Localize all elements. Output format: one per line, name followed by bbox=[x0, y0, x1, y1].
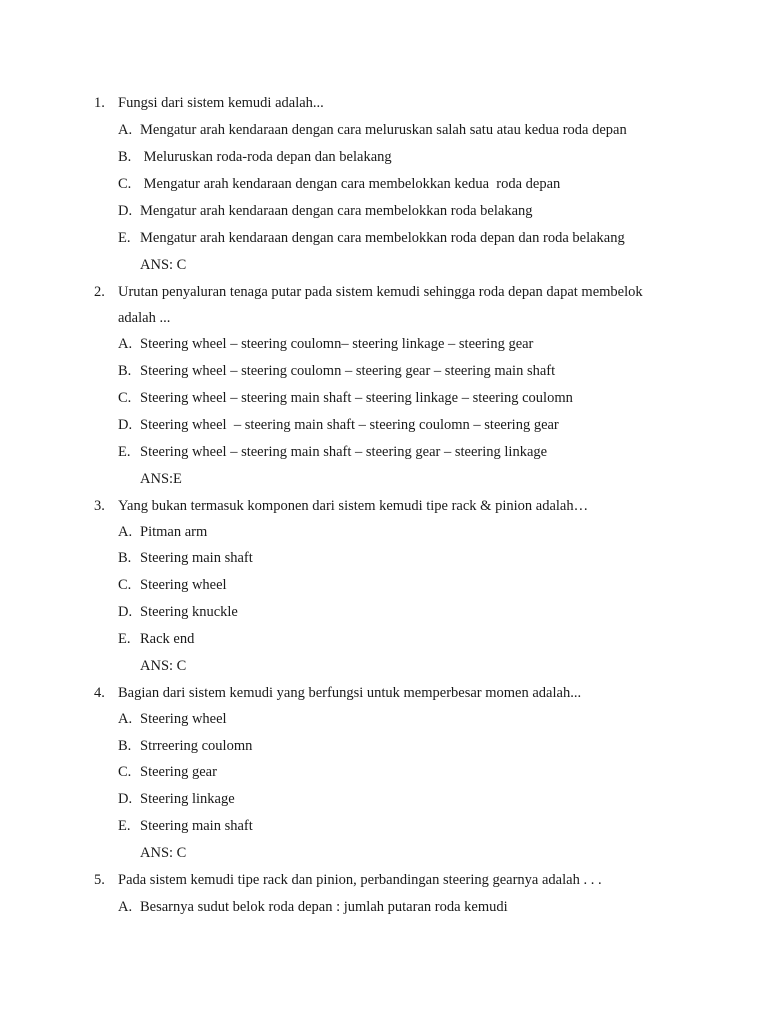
question-2-option-c-letter: C. bbox=[118, 390, 132, 406]
question-5-text: Pada sistem kemudi tipe rack dan pinion, perbandingan steering gearnya adalah . . . bbox=[118, 872, 602, 888]
question-1-option-b-letter: B. bbox=[118, 149, 132, 165]
question-1-number: 1. bbox=[94, 95, 105, 111]
question-3-option-c-letter: C. bbox=[118, 577, 132, 593]
question-1-text: Fungsi dari sistem kemudi adalah... bbox=[118, 95, 324, 111]
question-2-answer: ANS:E bbox=[140, 471, 182, 487]
question-2-option-c-text: Steering wheel – steering main shaft – steering linkage – steering coulomn bbox=[140, 390, 573, 406]
question-5-number: 5. bbox=[94, 872, 105, 888]
question-3-text: Yang bukan termasuk komponen dari sistem kemudi tipe rack & pinion adalah… bbox=[118, 498, 589, 514]
question-3-answer: ANS: C bbox=[140, 658, 187, 674]
question-2-option-b-text: Steering wheel – steering coulomn – steering gear – steering main shaft bbox=[140, 363, 556, 379]
question-4-option-e-text: Steering main shaft bbox=[140, 818, 253, 834]
question-1-option-a-letter: A. bbox=[118, 122, 133, 138]
question-4-option-e-letter: E. bbox=[118, 818, 131, 834]
question-2-option-e-letter: E. bbox=[118, 444, 131, 460]
question-4-option-c-text: Steering gear bbox=[140, 764, 217, 780]
question-3-option-c-text: Steering wheel bbox=[140, 577, 227, 593]
question-1-option-e-text: Mengatur arah kendaraan dengan cara membelokkan roda depan dan roda belakang bbox=[140, 230, 625, 246]
question-3-option-d-text: Steering knuckle bbox=[140, 604, 238, 620]
question-3-number: 3. bbox=[94, 498, 105, 514]
question-1-answer: ANS: C bbox=[140, 257, 187, 273]
question-3-option-e-text: Rack end bbox=[140, 631, 195, 647]
question-3-option-b-text: Steering main shaft bbox=[140, 550, 253, 566]
question-2-text-line-1: Urutan penyaluran tenaga putar pada sistem kemudi sehingga roda depan dapat membelok bbox=[118, 284, 643, 300]
question-3-option-a-letter: A. bbox=[118, 524, 133, 540]
question-1-option-c-letter: C. bbox=[118, 176, 132, 192]
question-1-option-d-text: Mengatur arah kendaraan dengan cara membelokkan roda belakang bbox=[140, 203, 533, 219]
question-4-text: Bagian dari sistem kemudi yang berfungsi untuk memperbesar momen adalah... bbox=[118, 685, 582, 701]
question-2-option-b-letter: B. bbox=[118, 363, 132, 379]
question-3-option-e-letter: E. bbox=[118, 631, 131, 647]
question-4-option-c-letter: C. bbox=[118, 764, 132, 780]
question-4-option-b-letter: B. bbox=[118, 738, 132, 754]
question-1-option-d-letter: D. bbox=[118, 203, 133, 219]
question-1-option-c-text: Mengatur arah kendaraan dengan cara membelokkan kedua roda depan bbox=[140, 176, 561, 192]
question-3-option-d-letter: D. bbox=[118, 604, 133, 620]
question-5-option-a-letter: A. bbox=[118, 899, 133, 915]
question-4-option-a-text: Steering wheel bbox=[140, 711, 227, 727]
question-4-answer: ANS: C bbox=[140, 845, 187, 861]
question-4-option-b-text: Strreering coulomn bbox=[140, 738, 253, 754]
question-1-option-a-text: Mengatur arah kendaraan dengan cara meluruskan salah satu atau kedua roda depan bbox=[140, 122, 627, 138]
question-1-option-b-text: Meluruskan roda-roda depan dan belakang bbox=[140, 149, 392, 165]
question-2-option-d-text: Steering wheel – steering main shaft – steering coulomn – steering gear bbox=[140, 417, 559, 433]
question-2-option-a-text: Steering wheel – steering coulomn– steering linkage – steering gear bbox=[140, 336, 534, 352]
question-2-option-d-letter: D. bbox=[118, 417, 133, 433]
question-4-option-d-text: Steering linkage bbox=[140, 791, 235, 807]
question-4-option-a-letter: A. bbox=[118, 711, 133, 727]
question-5-option-a-text: Besarnya sudut belok roda depan : jumlah putaran roda kemudi bbox=[140, 899, 508, 915]
question-3-option-b-letter: B. bbox=[118, 550, 132, 566]
question-4-option-d-letter: D. bbox=[118, 791, 133, 807]
question-1-option-e-letter: E. bbox=[118, 230, 131, 246]
question-2-option-a-letter: A. bbox=[118, 336, 133, 352]
question-2-option-e-text: Steering wheel – steering main shaft – steering gear – steering linkage bbox=[140, 444, 548, 460]
question-3-option-a-text: Pitman arm bbox=[140, 524, 208, 540]
question-2-text-line-2: adalah ... bbox=[118, 310, 171, 326]
question-2-number: 2. bbox=[94, 284, 105, 300]
question-4-number: 4. bbox=[94, 685, 105, 701]
